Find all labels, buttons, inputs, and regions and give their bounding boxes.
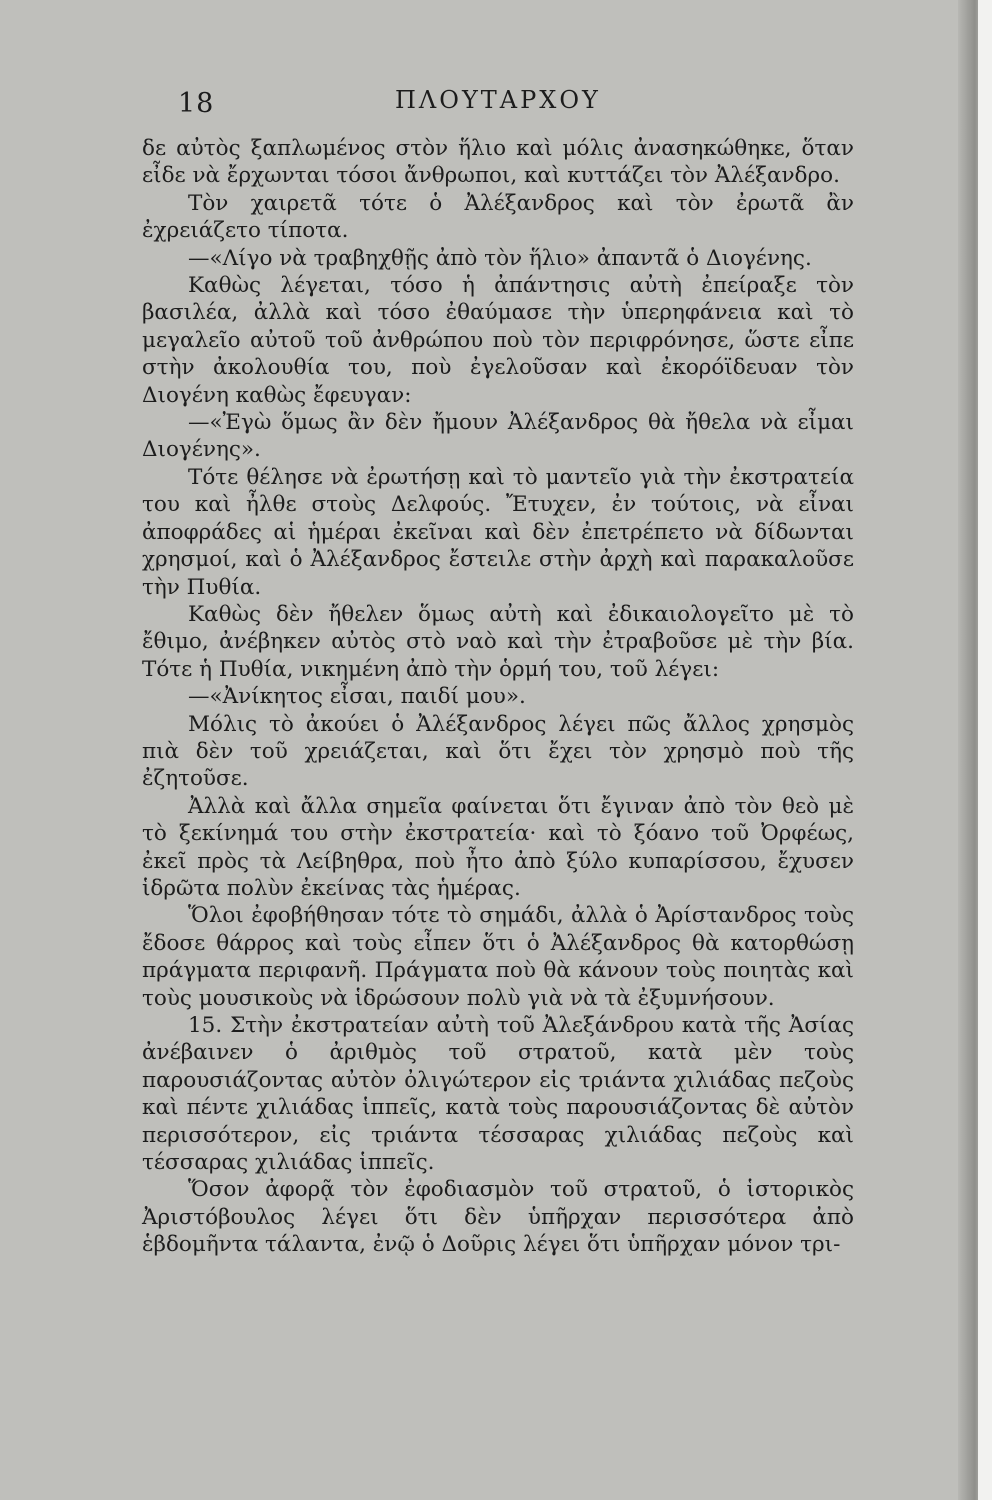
paragraph: Ἀλλὰ καὶ ἄλλα σημεῖα φαίνεται ὅτι ἔγιναν ἀπὸ τὸν θεὸ μὲ τὸ ξεκίνημά του στὴν ἐκστρατεία· καὶ τὸ ξόανο τοῦ Ὀρφέως, ἐκεῖ πρὸς τὰ Λείβηθρα, ποὺ ἦτο ἀπὸ ξύλο κυπαρίσσου, ἔχυσεν ἱδρῶτα πολὺν ἐκείνας τὰς ἡμέρας. (142, 793, 854, 901)
dialogue-line: —«Ἐγὼ ὅμως ἂν δὲν ἤμουν Ἀλέξανδρος θὰ ἤθελα νὰ εἶμαι Διογένης». (142, 410, 854, 463)
paragraph: Καθὼς λέγεται, τόσο ἡ ἀπάντησις αὐτὴ ἐπείραξε τὸν βασιλέα, ἀλλὰ καὶ τόσο ἐθαύμασε τὴν ὑπερηφάνεια καὶ τὸ μεγαλεῖο αὐτοῦ τοῦ ἀνθρώπου ποὺ τὸν περιφρόνησε, ὥστε εἶπε στὴν ἀκολουθία του, ποὺ ἐγελοῦσαν καὶ ἐκορόϊδευαν τὸν Διογένη καθὼς ἔφευγαν: (142, 273, 854, 408)
paragraph: Καθὼς δὲν ἤθελεν ὅμως αὐτὴ καὶ ἐδικαιολογεῖτο μὲ τὸ ἔθιμο, ἀνέβηκεν αὐτὸς στὸ ναὸ καὶ τὴν ἐτραβοῦσε μὲ τὴν βία. Τότε ἡ Πυθία, νικημένη ἀπὸ τὴν ὁρμή του, τοῦ λέγει: (142, 601, 854, 682)
dialogue-line: —«Λίγο νὰ τραβηχθῇς ἀπὸ τὸν ἥλιο» ἀπαντᾶ ὁ Διογένης. (188, 245, 812, 271)
paragraph: Τότε θέλησε νὰ ἐρωτήσῃ καὶ τὸ μαντεῖο γιὰ τὴν ἐκστρατεία του καὶ ἦλθε στοὺς Δελφούς. Ἔτυχεν, ἐν τούτοις, νὰ εἶναι ἀποφράδες αἱ ἡμέραι ἐκεῖναι καὶ δὲν ἐπετρέπετο νὰ δίδωνται χρησμοί, καὶ ὁ Ἀλέξανδρος ἔστειλε στὴν ἀρχὴ καὶ παρακαλοῦσε τὴν Πυθία. (142, 464, 854, 600)
paragraph-continuation: δε αὐτὸς ξαπλωμένος στὸν ἥλιο καὶ μόλις ἀνασηκώθηκε, ὅταν εἶδε νὰ ἔρχωνται τόσοι ἄνθρωποι, καὶ κυττάζει τὸν Ἀλέξανδρο. (142, 136, 854, 189)
running-title: ΠΛΟΥΤΑΡΧΟΥ (395, 86, 601, 114)
paragraph: Μόλις τὸ ἀκούει ὁ Ἀλέξανδρος λέγει πῶς ἄλλος χρησμὸς πιὰ δὲν τοῦ χρειάζεται, καὶ ὅτι ἔχει τὸν χρησμὸ ποὺ τῆς ἐζητοῦσε. (142, 711, 854, 792)
page-edge-margin (978, 0, 992, 1500)
section-15-paragraph: 15. Στὴν ἐκστρατείαν αὐτὴ τοῦ Ἀλεξάνδρου κατὰ τῆς Ἀσίας ἀνέβαινεν ὁ ἀριθμὸς τοῦ στρατοῦ, κατὰ μὲν τοὺς παρουσιάζοντας αὐτὸν ὀλιγώτερον εἰς τριάντα χιλιάδας πεζοὺς καὶ πέντε χιλιάδας ἱππεῖς, κατὰ τοὺς παρουσιάζοντας δὲ αὐτὸν περισσότερον, εἰς τριάντα τέσσαρας χιλιάδας πεζοὺς καὶ τέσσαρας χιλιάδας ἱππεῖς. (142, 1013, 854, 1176)
paragraph: Τὸν χαιρετᾶ τότε ὁ Ἀλέξανδρος καὶ τὸν ἐρωτᾶ ἂν ἐχρειάζετο τίποτα. (142, 190, 854, 244)
dialogue-line: —«Ἀνίκητος εἶσαι, παιδί μου». (188, 684, 526, 710)
body-text (142, 135, 854, 1259)
paragraph: Ὅλοι ἐφοβήθησαν τότε τὸ σημάδι, ἀλλὰ ὁ Ἀρίστανδρος τοὺς ἔδοσε θάρρος καὶ τοὺς εἶπεν ὅτι ὁ Ἀλέξανδρος θὰ κατορθώσῃ πράγματα περιφανῆ. Πράγματα ποὺ θὰ κάνουν τοὺς ποιητὰς καὶ τοὺς μουσικοὺς νὰ ἱδρώσουν πολὺ γιὰ νὰ τὰ ἐξυμνήσουν. (142, 903, 854, 1011)
page-number: 18 (178, 88, 215, 119)
paragraph: Ὅσον ἀφορᾷ τὸν ἐφοδιασμὸν τοῦ στρατοῦ, ὁ ἱστορικὸς Ἀριστόβουλος λέγει ὅτι δὲν ὑπῆρχαν περισσότερα ἀπὸ ἑβδομῆντα τάλαντα, ἐνῷ ὁ Δοῦρις λέγει ὅτι ὑπῆρχαν μόνον τρι- (142, 1177, 854, 1258)
